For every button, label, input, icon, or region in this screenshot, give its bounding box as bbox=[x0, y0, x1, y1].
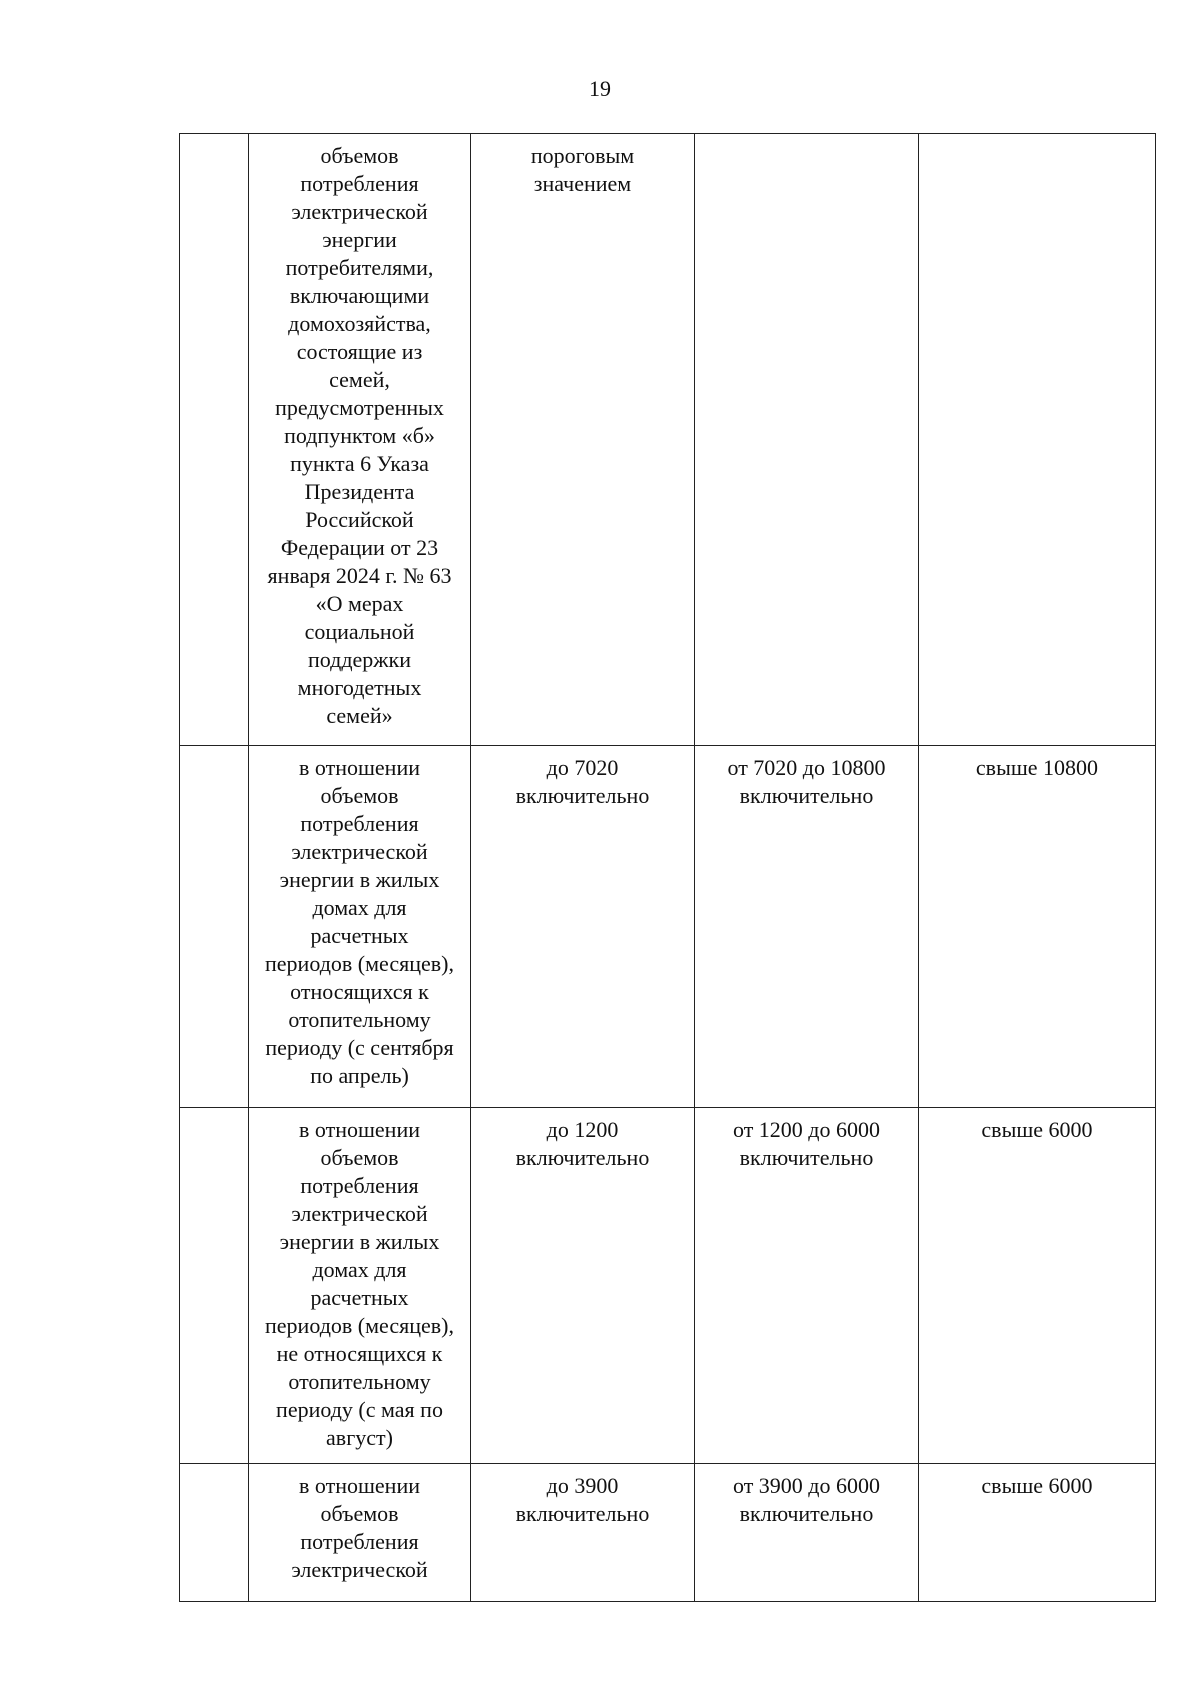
index-cell bbox=[180, 1464, 249, 1602]
range2-cell bbox=[695, 134, 919, 746]
tariff-threshold-table bbox=[179, 133, 1156, 1602]
description-cell: в отношении объемов потребления электрической энергии в жилых домах для расчетных периодов (месяцев), относящихся к отопительному периоду (с сентября по апрель) bbox=[249, 746, 471, 1108]
table-row bbox=[180, 746, 1156, 1108]
table-row bbox=[180, 1464, 1156, 1602]
range1-cell: пороговым значением bbox=[471, 134, 695, 746]
page-number: 19 bbox=[589, 76, 611, 101]
range1-cell: до 1200 включительно bbox=[471, 1108, 695, 1464]
description-cell: объемов потребления электрической энергии потребителями, включающими домохозяйства, состоящие из семей, предусмотренных подпунктом «б» пункта 6 Указа Президента Российской Федерации от 23 января 2024 г. № 63 «О мерах социальной поддержки многодетных семей» bbox=[249, 134, 471, 746]
index-cell bbox=[180, 1108, 249, 1464]
range3-cell: свыше 6000 bbox=[919, 1464, 1156, 1602]
table-row bbox=[180, 134, 1156, 746]
range1-cell: до 7020 включительно bbox=[471, 746, 695, 1108]
range2-cell: от 1200 до 6000 включительно bbox=[695, 1108, 919, 1464]
range2-cell: от 3900 до 6000 включительно bbox=[695, 1464, 919, 1602]
range2-cell: от 7020 до 10800 включительно bbox=[695, 746, 919, 1108]
table-row bbox=[180, 1108, 1156, 1464]
description-cell: в отношении объемов потребления электрической энергии в жилых домах для расчетных периодов (месяцев), не относящихся к отопительному периоду (с мая по август) bbox=[249, 1108, 471, 1464]
range1-cell: до 3900 включительно bbox=[471, 1464, 695, 1602]
range3-cell bbox=[919, 134, 1156, 746]
index-cell bbox=[180, 746, 249, 1108]
range3-cell: свыше 6000 bbox=[919, 1108, 1156, 1464]
range3-cell: свыше 10800 bbox=[919, 746, 1156, 1108]
index-cell bbox=[180, 134, 249, 746]
description-cell: в отношении объемов потребления электрической bbox=[249, 1464, 471, 1602]
